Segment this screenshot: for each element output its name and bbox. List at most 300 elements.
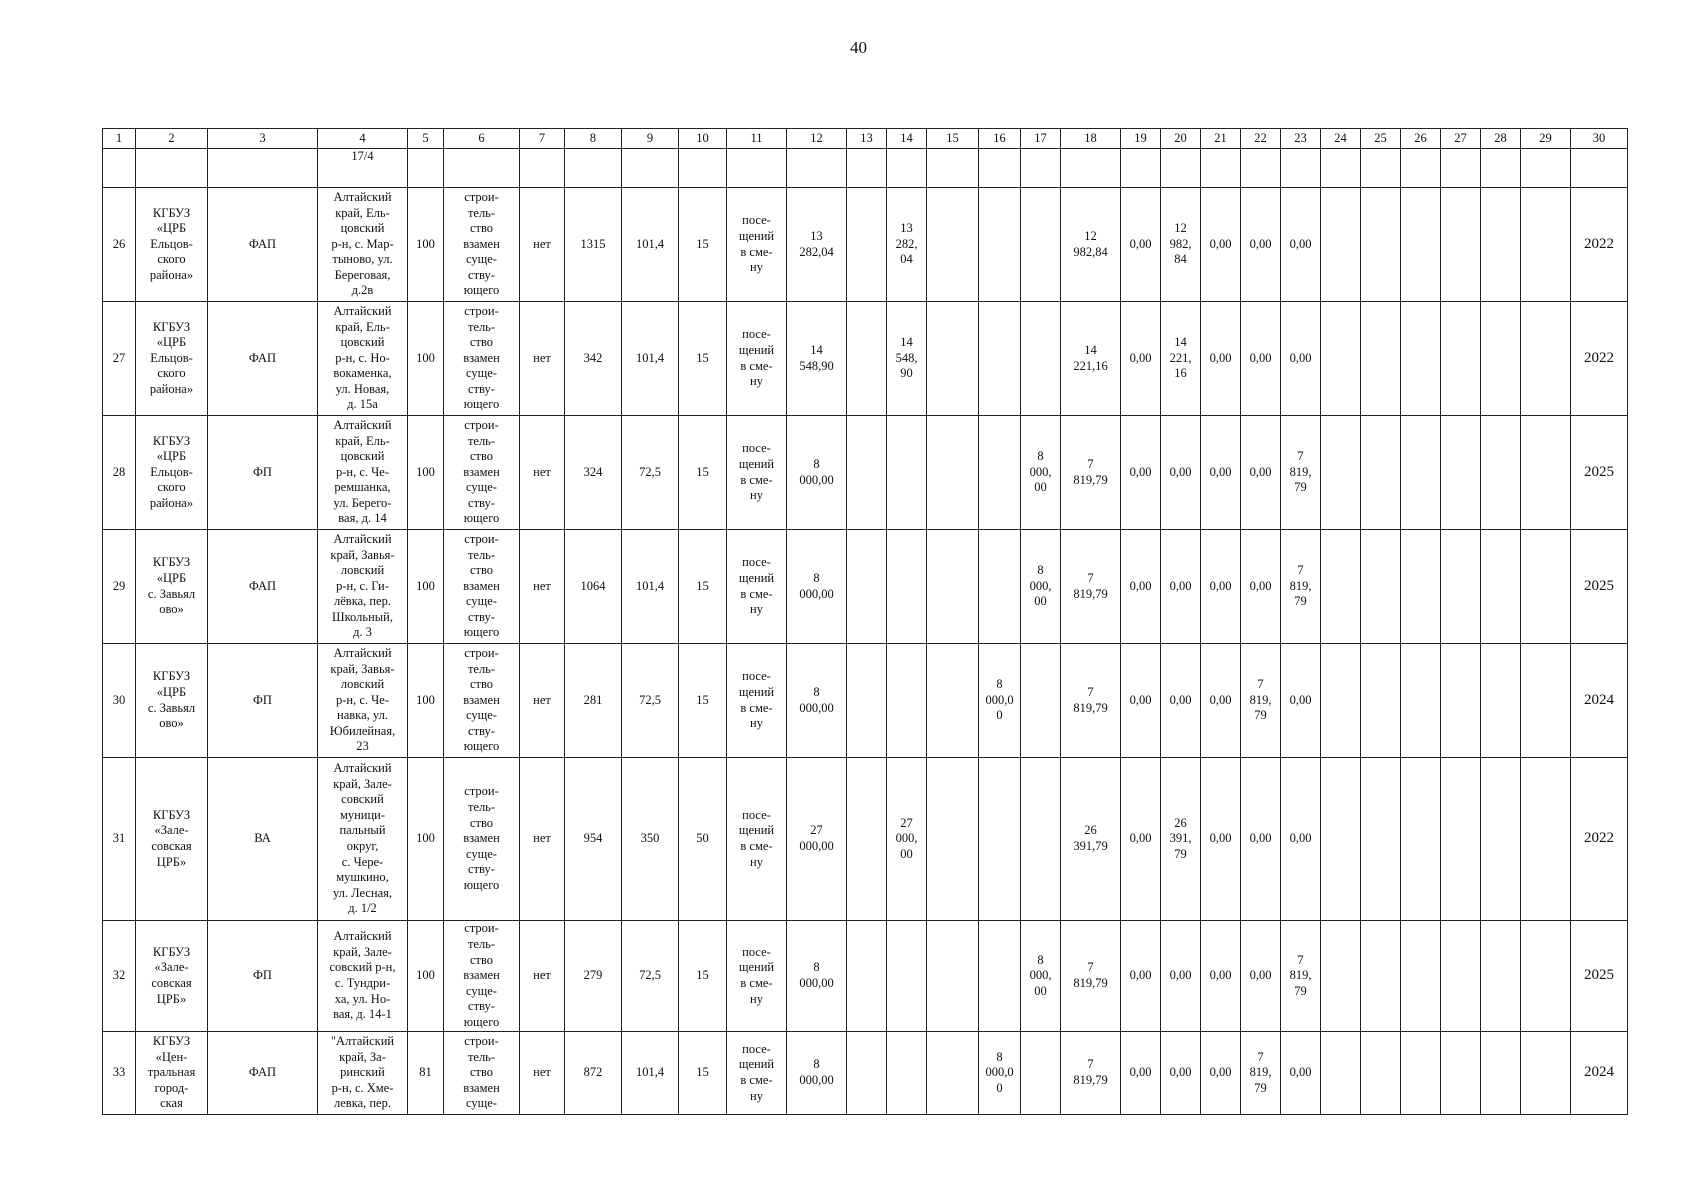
cell-line: строи-	[464, 784, 499, 799]
col25-cell	[1361, 644, 1401, 758]
col20-cell	[1161, 644, 1201, 758]
cell-line: тель-	[467, 547, 496, 562]
cell-line: 819,79	[1073, 586, 1108, 601]
col21-cell	[1201, 1032, 1241, 1115]
cell-line: ловский	[340, 563, 385, 578]
facility-type-cell: ФАП	[208, 530, 318, 644]
col21-cell	[1201, 921, 1241, 1032]
cell-line: 0,00	[1169, 692, 1192, 707]
col12-cell	[787, 188, 847, 302]
cell-line: 282,04	[799, 244, 834, 259]
cell-line: ство	[469, 563, 494, 578]
col22-cell	[1241, 530, 1281, 644]
cell-line: ющего	[463, 511, 500, 526]
cell-line: ну	[750, 991, 763, 1006]
cell-line: взамен	[463, 464, 500, 479]
col8-cell: 1064	[565, 530, 622, 644]
col12-cell	[787, 1032, 847, 1115]
cell-line: 0,00	[1209, 692, 1232, 707]
col19-cell	[1121, 416, 1161, 530]
col13-cell	[847, 758, 887, 921]
col13-cell	[847, 1032, 887, 1115]
col27-cell	[1441, 921, 1481, 1032]
col22-cell	[1241, 1032, 1281, 1115]
cell-line: ству-	[468, 862, 495, 877]
cell-line: р-н, с. Ги-	[336, 578, 389, 593]
col14-cell	[887, 416, 927, 530]
col24-cell	[1321, 530, 1361, 644]
col28-cell	[1481, 1032, 1521, 1115]
cell-line: цовский	[340, 335, 385, 350]
col5-cell: 100	[408, 921, 444, 1032]
cell-line: 0,00	[1209, 350, 1232, 365]
table-row	[103, 416, 1628, 530]
col29-cell	[1521, 921, 1571, 1032]
col25-cell	[1361, 1032, 1401, 1115]
col10-cell: 15	[679, 416, 727, 530]
cell-line: строи-	[464, 1034, 499, 1049]
cell-line: край, Завья-	[330, 661, 395, 676]
cell-line: 0,00	[1209, 464, 1232, 479]
year-cell: 2022	[1571, 302, 1628, 416]
cell-line: цовский	[340, 221, 385, 236]
col25-cell	[1361, 302, 1401, 416]
cell-line: посе-	[742, 213, 771, 228]
column-number-28: 28	[1481, 129, 1521, 149]
cell-line: ющего	[463, 1014, 500, 1029]
cell-line: «Зале-	[154, 960, 189, 975]
table-row	[103, 530, 1628, 644]
cell-line: ство	[469, 677, 494, 692]
col28-cell	[1481, 758, 1521, 921]
col25-cell	[1361, 758, 1401, 921]
col26-cell	[1401, 188, 1441, 302]
cell-line: взамен	[463, 692, 500, 707]
cell-line: Школьный,	[332, 609, 393, 624]
cell-line: навка, ул.	[337, 708, 388, 723]
cell-line: совская	[151, 839, 192, 853]
col5-cell: 81	[408, 1032, 444, 1115]
cell-line: ству-	[468, 999, 495, 1014]
col5-cell: 100	[408, 530, 444, 644]
col13-cell	[847, 416, 887, 530]
col26-cell	[1401, 644, 1441, 758]
cell-line: 0,00	[1249, 350, 1272, 365]
cell-line: р-н, с. Хме-	[331, 1080, 394, 1095]
cell-line: совский р-н,	[329, 960, 396, 975]
page-number: 40	[850, 38, 867, 57]
col16-cell	[979, 644, 1021, 758]
cell-line: 000,00	[799, 839, 834, 853]
cell-line: с. Завьял	[147, 586, 196, 601]
col9-cell: 101,4	[622, 530, 679, 644]
col22-cell	[1241, 302, 1281, 416]
col24-cell	[1321, 644, 1361, 758]
col19-cell	[1121, 302, 1161, 416]
cell-line: 0,00	[1209, 968, 1232, 983]
organization-cell	[136, 416, 208, 530]
cell-line: 819,79	[1073, 1073, 1108, 1087]
col13-cell	[847, 644, 887, 758]
cell-line: КГБУЗ	[152, 319, 191, 334]
col15-cell	[927, 644, 979, 758]
row-number: 27	[103, 302, 136, 416]
cell-line: 000,00	[799, 586, 834, 601]
cell-line: суще-	[466, 594, 497, 609]
column-number-1: 1	[103, 129, 136, 149]
cell-line: 8	[1037, 563, 1044, 578]
col12-cell	[787, 416, 847, 530]
cell-line: Ельцов-	[150, 236, 193, 251]
col24-cell	[1321, 1032, 1361, 1115]
col29-cell	[1521, 644, 1571, 758]
cell-line: «Цен-	[155, 1049, 188, 1064]
column-number-2: 2	[136, 129, 208, 149]
col26-cell	[1401, 1032, 1441, 1115]
cell-line: край, Зале-	[333, 944, 392, 959]
col18-cell	[1061, 530, 1121, 644]
col12-cell	[787, 530, 847, 644]
col22-cell	[1241, 416, 1281, 530]
cell-line: щений	[738, 456, 775, 471]
cell-line: 27	[810, 823, 823, 838]
cell-line: ского	[157, 252, 186, 267]
facility-type-cell: ФАП	[208, 302, 318, 416]
cell-line: Береговая,	[334, 267, 391, 282]
cell-line: 00	[1034, 594, 1047, 609]
cell-line: ово»	[159, 716, 184, 731]
col29-cell	[1521, 188, 1571, 302]
column-number-9: 9	[622, 129, 679, 149]
cell-line: д.2в	[351, 283, 374, 298]
col7-cell: нет	[520, 921, 565, 1032]
organization-cell	[136, 302, 208, 416]
cell-line: Юбилейная,	[329, 723, 396, 738]
facility-type-cell: ФАП	[208, 188, 318, 302]
cell-line: тель-	[467, 661, 496, 676]
cell-line: 12	[1174, 221, 1187, 236]
cell-line: района»	[149, 381, 194, 396]
col22-cell	[1241, 644, 1281, 758]
col21-cell	[1201, 188, 1241, 302]
col25-cell	[1361, 530, 1401, 644]
col22-cell	[1241, 921, 1281, 1032]
col18-cell	[1061, 1032, 1121, 1115]
cell-line: 12	[1084, 228, 1097, 243]
cell-line: ство	[469, 221, 494, 236]
cell-line: 0,00	[1289, 1065, 1312, 1080]
cell-line: Ельцов-	[150, 464, 193, 479]
cell-line: 13	[810, 228, 823, 243]
cell-line: город-	[154, 1080, 189, 1095]
col16-cell	[979, 302, 1021, 416]
col10-cell: 50	[679, 758, 727, 921]
column-number-14: 14	[887, 129, 927, 149]
col20-cell	[1161, 188, 1201, 302]
col19-cell	[1121, 530, 1161, 644]
cell-line: 0	[996, 1080, 1003, 1095]
cell-line: 0,00	[1129, 578, 1152, 593]
cell-line: взамен	[463, 578, 500, 593]
cell-line: лёвка, пер.	[334, 594, 391, 609]
cell-line: 90	[900, 366, 913, 381]
column-number-8: 8	[565, 129, 622, 149]
column-number-21: 21	[1201, 129, 1241, 149]
facility-type-cell: ФП	[208, 416, 318, 530]
col15-cell	[927, 416, 979, 530]
cell-line: 79	[1254, 708, 1267, 723]
col17-cell	[1021, 921, 1061, 1032]
col13-cell	[847, 188, 887, 302]
col28-cell	[1481, 921, 1521, 1032]
cell-line: посе-	[742, 441, 771, 456]
capacity-unit-cell	[727, 758, 787, 921]
cell-line: 0,00	[1209, 236, 1232, 251]
cell-line: 0,00	[1169, 464, 1192, 479]
cell-line: 0,00	[1169, 578, 1192, 593]
cell-line: ну	[750, 374, 763, 389]
cell-line: 819,79	[1073, 472, 1108, 487]
address-cell	[318, 302, 408, 416]
col23-cell	[1281, 188, 1321, 302]
cell-line: "Алтайский	[330, 1034, 395, 1049]
cell-line: край, Зале-	[333, 776, 392, 791]
cell-line: 0,00	[1249, 968, 1272, 983]
col7-cell: нет	[520, 644, 565, 758]
col5-cell: 100	[408, 416, 444, 530]
cell-line: д. 3	[353, 625, 372, 640]
cell-line: 79	[1174, 846, 1187, 861]
col12-cell	[787, 758, 847, 921]
cell-line: ющего	[463, 397, 500, 412]
cell-line: района»	[149, 495, 194, 510]
cell-line: совский	[341, 792, 384, 807]
col26-cell	[1401, 416, 1441, 530]
address-cell	[318, 644, 408, 758]
col23-cell	[1281, 530, 1321, 644]
capacity-unit-cell	[727, 1032, 787, 1115]
col8-cell: 1315	[565, 188, 622, 302]
col17-cell	[1021, 416, 1061, 530]
table-row	[103, 921, 1628, 1032]
cell-line: 23	[356, 739, 369, 754]
cell-line: 79	[1294, 594, 1307, 609]
cell-line: 26	[1174, 815, 1187, 830]
cell-line: 982,	[1169, 236, 1192, 251]
cell-line: вокаменка,	[333, 366, 392, 381]
cell-line: вая, д. 14	[338, 511, 387, 526]
work-type-cell	[444, 644, 520, 758]
cell-line: ющего	[463, 625, 500, 640]
cell-line: 79	[1254, 1080, 1267, 1095]
col26-cell	[1401, 921, 1441, 1032]
col9-cell: 72,5	[622, 921, 679, 1032]
cell-line: цовский	[340, 449, 385, 464]
cell-line: ну	[750, 260, 763, 275]
year-cell: 2022	[1571, 188, 1628, 302]
col10-cell: 15	[679, 644, 727, 758]
organization-cell	[136, 644, 208, 758]
cell-line: 0,00	[1249, 831, 1272, 846]
cell-line: 8	[996, 1049, 1003, 1064]
column-number-23: 23	[1281, 129, 1321, 149]
cell-line: ха, ул. Но-	[334, 991, 391, 1006]
col9-cell: 350	[622, 758, 679, 921]
col21-cell	[1201, 416, 1241, 530]
work-type-cell	[444, 188, 520, 302]
column-number-24: 24	[1321, 129, 1361, 149]
cell-line: 391,	[1169, 831, 1192, 846]
cell-line: в сме-	[740, 244, 773, 259]
cell-line: щений	[738, 684, 775, 699]
col27-cell	[1441, 188, 1481, 302]
column-number-19: 19	[1121, 129, 1161, 149]
cell-line: в сме-	[740, 1073, 773, 1087]
cell-line: 000,00	[799, 976, 834, 990]
col25-cell	[1361, 921, 1401, 1032]
column-number-10: 10	[679, 129, 727, 149]
cell-line: суще-	[466, 366, 497, 381]
cell-line: 26	[1084, 823, 1097, 838]
cell-line: 0	[996, 708, 1003, 723]
col15-cell	[927, 1032, 979, 1115]
col15-cell	[927, 921, 979, 1032]
cell-line: ЦРБ»	[156, 991, 187, 1006]
cell-line: Алтайский	[333, 645, 392, 660]
work-type-cell	[444, 921, 520, 1032]
cell-line: ремшанка,	[334, 480, 391, 495]
cell-line: 0,00	[1209, 1065, 1232, 1080]
cell-line: тель-	[467, 937, 496, 952]
table-row	[103, 758, 1628, 921]
col19-cell	[1121, 1032, 1161, 1115]
organization-cell	[136, 758, 208, 921]
col28-cell	[1481, 530, 1521, 644]
cell-line: с. Завьял	[147, 700, 196, 715]
cell-line: 000,	[1029, 578, 1052, 593]
col7-cell: нет	[520, 758, 565, 921]
cell-line: суще-	[466, 480, 497, 495]
col8-cell: 342	[565, 302, 622, 416]
cell-line: 548,	[895, 350, 918, 365]
cell-line: щений	[738, 570, 775, 585]
cell-line: щений	[738, 960, 775, 975]
cell-line: в сме-	[740, 586, 773, 601]
cell-line: 982,84	[1073, 244, 1108, 259]
cell-line: 391,79	[1073, 839, 1108, 853]
cell-line: 0,00	[1209, 831, 1232, 846]
cell-line: 000,	[1029, 464, 1052, 479]
col24-cell	[1321, 302, 1361, 416]
table-row	[103, 188, 1628, 302]
cell-line: ская	[160, 1096, 183, 1111]
cell-line: край, Завья-	[330, 547, 395, 562]
column-number-13: 13	[847, 129, 887, 149]
work-type-cell	[444, 302, 520, 416]
col28-cell	[1481, 416, 1521, 530]
col14-cell	[887, 530, 927, 644]
cell-line: щений	[738, 228, 775, 243]
column-number-12: 12	[787, 129, 847, 149]
cell-line: ющего	[463, 283, 500, 298]
col27-cell	[1441, 302, 1481, 416]
cell-line: ЦРБ»	[156, 854, 187, 869]
cell-line: д. 15а	[347, 397, 378, 412]
col27-cell	[1441, 416, 1481, 530]
cell-line: р-н, с. Че-	[336, 464, 389, 479]
col18-cell	[1061, 188, 1121, 302]
col12-cell	[787, 302, 847, 416]
col25-cell	[1361, 188, 1401, 302]
col22-cell	[1241, 188, 1281, 302]
cell-line: ство	[469, 335, 494, 350]
cell-line: 8	[1037, 952, 1044, 967]
cell-line: 819,	[1249, 692, 1272, 707]
cell-line: край, Ель-	[335, 433, 390, 448]
col16-cell	[979, 188, 1021, 302]
capacity-unit-cell	[727, 416, 787, 530]
col14-cell	[887, 188, 927, 302]
cell-line: ство	[469, 952, 494, 967]
organization-cell	[136, 921, 208, 1032]
col19-cell	[1121, 921, 1161, 1032]
col7-cell: нет	[520, 188, 565, 302]
col14-cell	[887, 302, 927, 416]
row-number: 30	[103, 644, 136, 758]
organization-cell	[136, 1032, 208, 1115]
col8-cell: 872	[565, 1032, 622, 1115]
capacity-unit-cell	[727, 530, 787, 644]
col25-cell	[1361, 416, 1401, 530]
cell-line: ловский	[340, 677, 385, 692]
cell-line: в сме-	[740, 976, 773, 990]
cell-line: 0,00	[1129, 968, 1152, 983]
col22-cell	[1241, 758, 1281, 921]
cell-line: пальный	[339, 823, 386, 838]
cell-line: посе-	[742, 327, 771, 342]
cell-line: посе-	[742, 555, 771, 570]
cell-line: посе-	[742, 669, 771, 684]
cell-line: ство	[469, 1065, 494, 1080]
col20-cell	[1161, 921, 1201, 1032]
cell-line: ство	[469, 449, 494, 464]
col16-cell	[979, 416, 1021, 530]
cell-line: суще-	[466, 252, 497, 267]
col23-cell	[1281, 921, 1321, 1032]
column-number-25: 25	[1361, 129, 1401, 149]
year-cell: 2022	[1571, 758, 1628, 921]
cell-line: КГБУЗ	[152, 205, 191, 220]
cell-line: тель-	[467, 1049, 496, 1064]
cell-line: 7	[1087, 1057, 1094, 1072]
cell-line: 000,0	[985, 1065, 1014, 1080]
address-cell	[318, 530, 408, 644]
column-number-17: 17	[1021, 129, 1061, 149]
col24-cell	[1321, 188, 1361, 302]
work-type-cell	[444, 416, 520, 530]
address-cell	[318, 1032, 408, 1115]
capacity-unit-cell	[727, 921, 787, 1032]
cell-line: «ЦРБ	[156, 684, 187, 699]
col27-cell	[1441, 644, 1481, 758]
cell-line: Алтайский	[333, 303, 392, 318]
cell-line: КГБУЗ	[152, 669, 191, 684]
cell-line: 7	[1257, 1049, 1264, 1064]
cell-line: 8	[1037, 449, 1044, 464]
col18-cell	[1061, 644, 1121, 758]
cell-line: 7	[1297, 563, 1304, 578]
cell-line: 000,0	[985, 692, 1014, 707]
